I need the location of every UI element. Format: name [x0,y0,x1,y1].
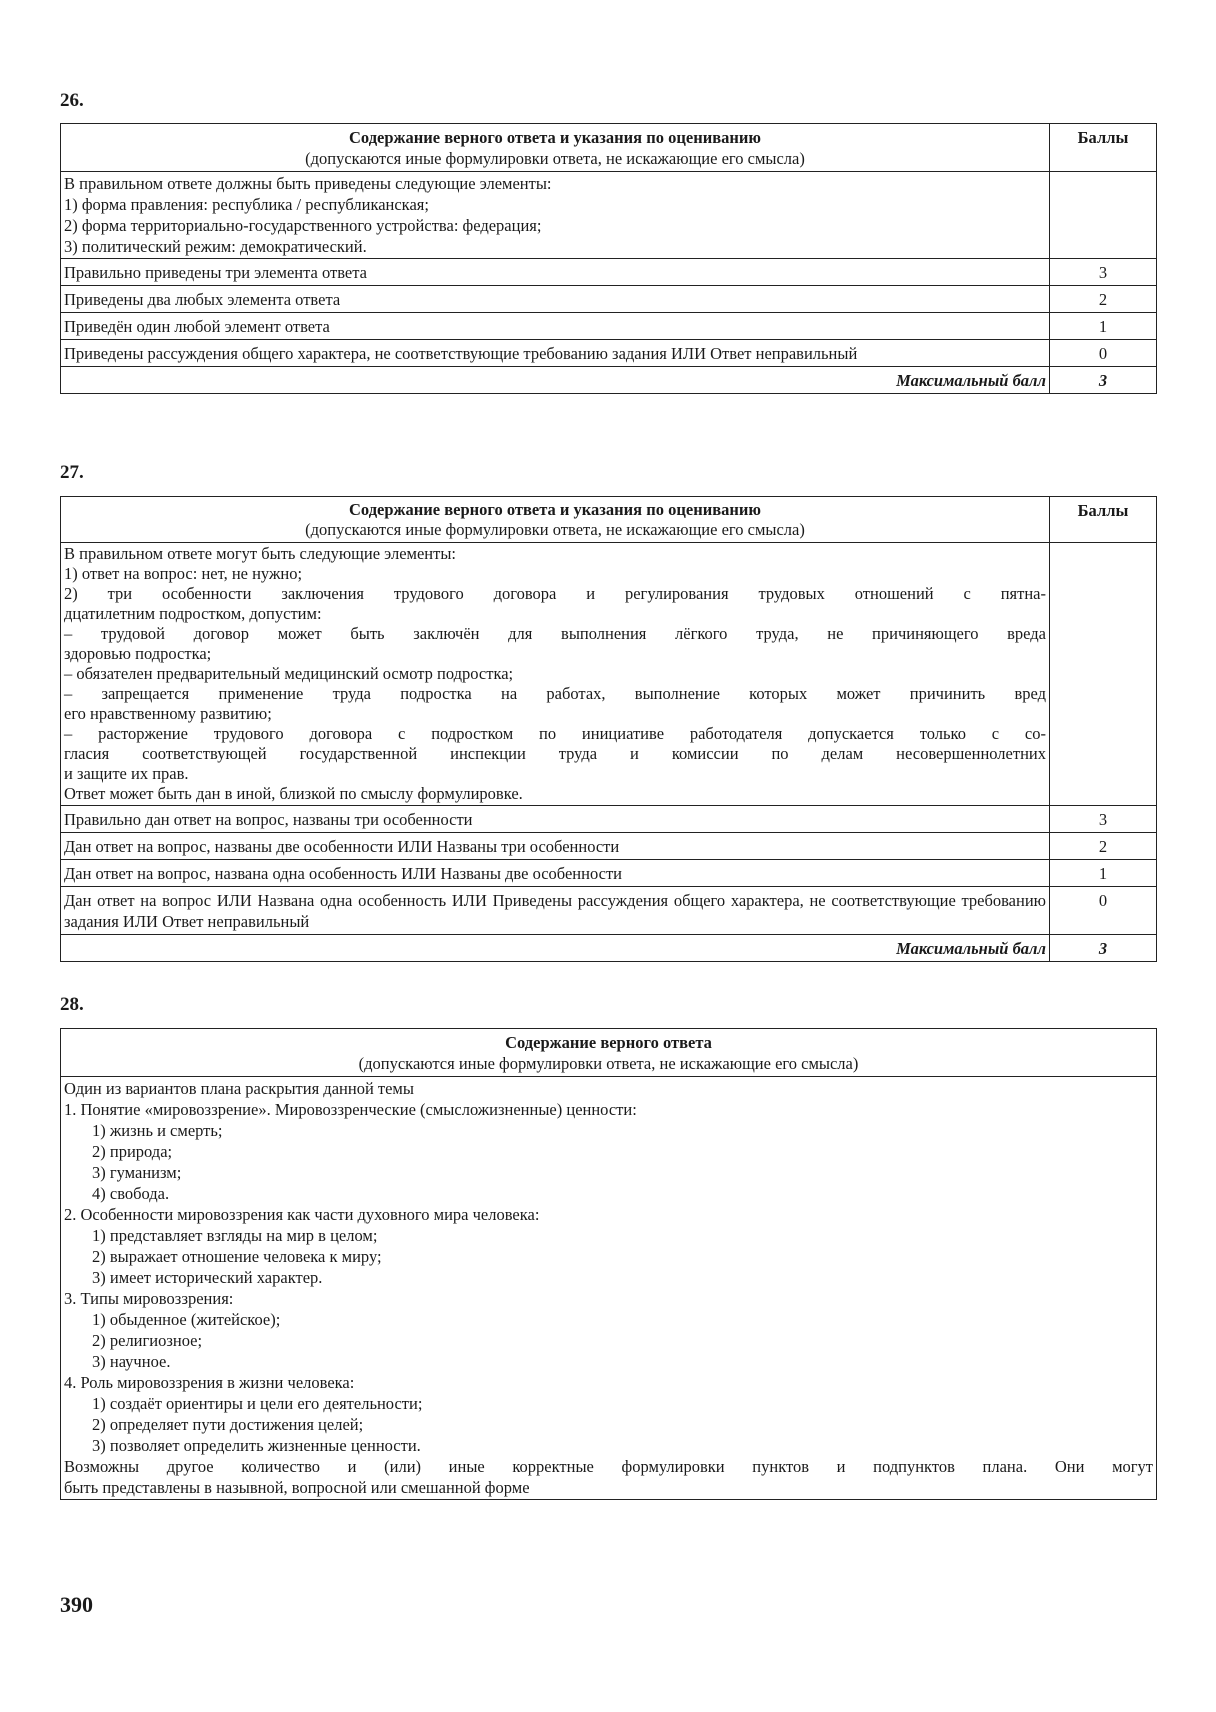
criteria-points: 3 [1050,806,1157,833]
criteria-text: Правильно дан ответ на вопрос, названы три особенности [61,806,1050,833]
plan-line: 3) гуманизм; [92,1163,182,1182]
table-header-row [61,497,1157,543]
content-cell [61,172,1050,259]
content-cell [61,1077,1157,1500]
header-title: Содержание верного ответа и указания по оцениванию [349,500,761,519]
plan-line: 2. Особенности мировоззрения как части духовного мира человека: [64,1205,540,1224]
points-cell-empty [1050,172,1157,259]
plan-line: 2) выражает отношение человека к миру; [92,1247,382,1266]
max-score-value: 3 [1050,935,1157,962]
points-header: Баллы [1050,124,1157,172]
plan-line: 1) обыденное (житейское); [92,1310,281,1329]
criteria-row [61,313,1157,340]
content-line: 2) форма территориально-государственного устройства: федерация; [64,216,542,235]
plan-line: 3. Типы мировоззрения: [64,1289,234,1308]
criteria-points: 3 [1050,259,1157,286]
criteria-text: Дан ответ на вопрос, названы две особенности ИЛИ Названы три особенности [61,833,1050,860]
plan-line: 2) религиозное; [92,1331,203,1350]
header-subtitle: (допускаются иные формулировки ответа, не искажающие его смысла) [305,520,805,539]
criteria-points: 2 [1050,286,1157,313]
criteria-row [61,259,1157,286]
content-line: его нравственному развитию; [64,704,272,723]
criteria-points: 0 [1050,340,1157,367]
table-header-row [61,1029,1157,1077]
content-line: Ответ может быть дан в иной, близкой по смыслу формулировке. [64,784,523,803]
plan-line: 1) жизнь и смерть; [92,1121,223,1140]
header-subtitle: (допускаются иные формулировки ответа, не искажающие его смысла) [305,149,805,168]
plan-line: 3) имеет исторический характер. [92,1268,323,1287]
task-28-table [60,1028,1157,1500]
table-header-row [61,124,1157,172]
plan-line: 1) создаёт ориентиры и цели его деятельности; [92,1394,423,1413]
criteria-row [61,860,1157,887]
plan-line: 4) свобода. [92,1184,170,1203]
content-row [61,543,1157,806]
content-row [61,1077,1157,1500]
criteria-points: 0 [1050,887,1157,935]
header-cell [61,1029,1157,1077]
header-cell [61,124,1050,172]
content-line: 1) форма правления: республика / республиканская; [64,195,429,214]
criteria-points: 1 [1050,860,1157,887]
content-line: – трудовой договор может быть заключён для выполнения лёгкого труда, не причиняющего вреда [64,624,1046,643]
max-score-row [61,367,1157,394]
content-line: здоровью подростка; [64,644,212,663]
content-line: 3) политический режим: демократический. [64,237,367,256]
header-title: Содержание верного ответа [505,1033,712,1052]
plan-line: 3) научное. [92,1352,171,1371]
criteria-row [61,340,1157,367]
content-cell [61,543,1050,806]
criteria-row [61,887,1157,935]
plan-line: 3) позволяет определить жизненные ценности. [92,1436,421,1455]
plan-line: Возможны другое количество и (или) иные корректные формулировки пунктов и подпунктов плана. Они могут [64,1457,1153,1476]
plan-line: 1) представляет взгляды на мир в целом; [92,1226,378,1245]
content-line: – расторжение трудового договора с подростком по инициативе работодателя допускается только с со- [64,724,1046,743]
plan-line: Один из вариантов плана раскрытия данной темы [64,1079,414,1098]
content-line: 2) три особенности заключения трудового договора и регулирования трудовых отношений с пятна- [64,584,1046,603]
plan-line: 2) природа; [92,1142,173,1161]
criteria-text: Приведён один любой элемент ответа [61,313,1050,340]
criteria-text: Правильно приведены три элемента ответа [61,259,1050,286]
criteria-text: Приведены два любых элемента ответа [61,286,1050,313]
points-header: Баллы [1050,497,1157,543]
max-score-row [61,935,1157,962]
max-score-label: Максимальный балл [61,367,1050,394]
header-subtitle: (допускаются иные формулировки ответа, не искажающие его смысла) [358,1054,859,1073]
points-cell-empty [1050,543,1157,806]
criteria-row [61,806,1157,833]
criteria-text: Дан ответ на вопрос, названа одна особенность ИЛИ Названы две особенности [61,860,1050,887]
task-27-number: 27. [60,462,84,483]
content-line: и защите их прав. [64,764,189,783]
max-score-value: 3 [1050,367,1157,394]
task-28-number: 28. [60,994,84,1015]
criteria-points: 2 [1050,833,1157,860]
criteria-row [61,833,1157,860]
plan-line: 2) определяет пути достижения целей; [92,1415,364,1434]
task-26-number: 26. [60,90,84,111]
max-score-label: Максимальный балл [61,935,1050,962]
plan-line: 4. Роль мировоззрения в жизни человека: [64,1373,355,1392]
content-line: гласия соответствующей государственной инспекции труда и комиссии по делам несовершеннолетних [64,744,1046,763]
content-line: В правильном ответе могут быть следующие элементы: [64,544,456,563]
criteria-row [61,286,1157,313]
content-line: – обязателен предварительный медицинский осмотр подростка; [64,664,514,683]
content-line: В правильном ответе должны быть приведены следующие элементы: [64,174,552,193]
criteria-text: Приведены рассуждения общего характера, не соответствующие требованию задания ИЛИ Ответ неправильный [61,340,1050,367]
header-title: Содержание верного ответа и указания по оцениванию [349,128,761,147]
page-number: 390 [60,1592,93,1617]
criteria-text: Дан ответ на вопрос ИЛИ Названа одна особенность ИЛИ Приведены рассуждения общего характера, не соответствующие требованию задания ИЛИ Ответ неправильный [61,887,1050,935]
content-line: дцатилетним подростком, допустим: [64,604,322,623]
content-row [61,172,1157,259]
task-26-table [60,123,1157,394]
criteria-points: 1 [1050,313,1157,340]
plan-line: быть представлены в назывной, вопросной или смешанной форме [64,1478,530,1497]
plan-line: 1. Понятие «мировоззрение». Мировоззренческие (смысложизненные) ценности: [64,1100,637,1119]
header-cell [61,497,1050,543]
content-line: 1) ответ на вопрос: нет, не нужно; [64,564,303,583]
task-27-table [60,496,1157,962]
content-line: – запрещается применение труда подростка на работах, выполнение которых может причинить вред [64,684,1046,703]
